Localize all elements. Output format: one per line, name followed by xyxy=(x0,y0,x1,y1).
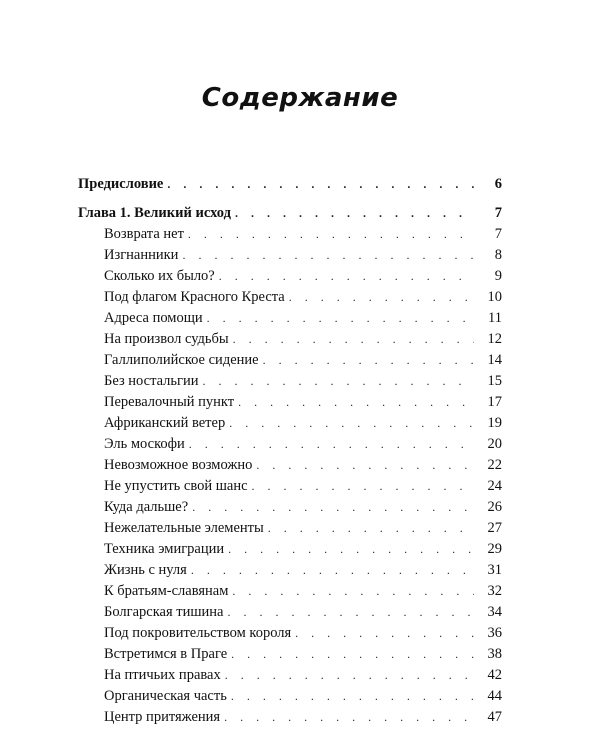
toc-entry-page: 42 xyxy=(487,667,502,683)
toc-entry[interactable] xyxy=(78,644,502,665)
toc-entry-page: 24 xyxy=(487,478,502,494)
toc-dot-leader xyxy=(225,665,474,686)
toc-entry-label: Под покровительством короля xyxy=(104,625,292,641)
toc-entry-label: Жизнь с нуля xyxy=(104,562,187,578)
toc-entry[interactable] xyxy=(78,560,502,581)
toc-dot-leader xyxy=(182,245,474,266)
toc-entry-label: Техника эмиграции xyxy=(104,541,225,557)
toc-entry-label: Невозможное возможно xyxy=(104,457,253,473)
toc-entry-page: 10 xyxy=(487,289,502,305)
toc-dot-leader xyxy=(207,308,474,329)
toc-entry-label: Эль москофи xyxy=(104,436,185,452)
toc-entry[interactable] xyxy=(78,476,502,497)
toc-entry-page: 8 xyxy=(494,247,502,263)
toc-entry-label: Африканский ветер xyxy=(104,415,226,431)
toc-entry-page: 9 xyxy=(494,268,502,284)
toc-dot-leader xyxy=(229,413,474,434)
toc-dot-leader xyxy=(263,350,474,371)
toc-dot-leader xyxy=(256,455,474,476)
toc-entry[interactable] xyxy=(78,329,502,350)
toc-dot-leader xyxy=(219,266,474,287)
toc-entry[interactable] xyxy=(78,707,502,728)
toc-entry[interactable] xyxy=(78,665,502,686)
toc-entry-label: Без ностальгии xyxy=(104,373,199,389)
toc-dot-leader xyxy=(233,329,474,350)
toc-entry-page: 22 xyxy=(487,457,502,473)
toc-entry-page: 36 xyxy=(487,625,502,641)
toc-entry-label: Встретимся в Праге xyxy=(104,646,228,662)
toc-entry[interactable] xyxy=(78,455,502,476)
toc-dot-leader xyxy=(189,434,474,455)
toc-dot-leader xyxy=(289,287,474,308)
toc-entry-label: На произвол судьбы xyxy=(104,331,229,347)
toc-entry-label: Не упустить свой шанс xyxy=(104,478,248,494)
toc-entry-label: Предисловие xyxy=(78,176,164,192)
toc-entry-page: 26 xyxy=(487,499,502,515)
toc-entry-label: Глава 1. Великий исход xyxy=(78,205,231,221)
toc-entry-page: 14 xyxy=(487,352,502,368)
toc-entry-label: К братьям-славянам xyxy=(104,583,229,599)
toc-dot-leader xyxy=(224,707,474,728)
toc-entry-label: Галлиполийское сидение xyxy=(104,352,259,368)
toc-entry-page: 7 xyxy=(494,205,502,221)
toc-dot-leader xyxy=(231,686,474,707)
toc-entry-label: Адреса помощи xyxy=(104,310,203,326)
toc-entry[interactable] xyxy=(78,371,502,392)
page-title: Содержание xyxy=(201,83,399,114)
toc-dot-leader xyxy=(167,174,474,195)
toc-dot-leader xyxy=(232,581,474,602)
toc-dot-leader xyxy=(188,224,474,245)
toc-entry-label: Изгнанники xyxy=(104,247,179,263)
toc-entry[interactable] xyxy=(78,224,502,245)
toc-entry-page: 11 xyxy=(488,310,502,326)
toc-entry[interactable] xyxy=(78,602,502,623)
toc-entry-label: Возврата нет xyxy=(104,226,184,242)
toc-entry[interactable] xyxy=(78,518,502,539)
toc-entry-page: 32 xyxy=(487,583,502,599)
toc-entry[interactable] xyxy=(78,539,502,560)
toc-entry[interactable] xyxy=(78,581,502,602)
toc-dot-leader xyxy=(295,623,474,644)
toc-entry[interactable] xyxy=(78,203,502,224)
toc-entry-page: 12 xyxy=(487,331,502,347)
toc-entry-label: Нежелательные элементы xyxy=(104,520,264,536)
toc-entry-page: 17 xyxy=(487,394,502,410)
toc-dot-leader xyxy=(238,392,474,413)
toc-entry-page: 7 xyxy=(494,226,502,242)
toc-entry[interactable] xyxy=(78,686,502,707)
toc-entry[interactable] xyxy=(78,308,502,329)
toc-entry-page: 34 xyxy=(487,604,502,620)
toc-entry-label: Органическая часть xyxy=(104,688,227,704)
toc-entry[interactable] xyxy=(78,174,502,195)
toc-entry-page: 19 xyxy=(487,415,502,431)
toc-dot-leader xyxy=(228,539,474,560)
toc-entry[interactable] xyxy=(78,623,502,644)
toc-entry-page: 20 xyxy=(487,436,502,452)
toc-entry-label: Куда дальше? xyxy=(104,499,189,515)
toc-entry[interactable] xyxy=(78,350,502,371)
toc-entry-page: 6 xyxy=(494,176,502,192)
toc-entry-page: 15 xyxy=(487,373,502,389)
toc-dot-leader xyxy=(252,476,474,497)
toc-entry-page: 38 xyxy=(487,646,502,662)
toc-entry-page: 47 xyxy=(487,709,502,725)
toc-entry[interactable] xyxy=(78,392,502,413)
toc-entry-label: Под флагом Красного Креста xyxy=(104,289,285,305)
toc-entry[interactable] xyxy=(78,413,502,434)
toc-entry[interactable] xyxy=(78,266,502,287)
toc-entry-label: Болгарская тишина xyxy=(104,604,224,620)
toc-dot-leader xyxy=(268,518,474,539)
toc-entry-label: Перевалочный пункт xyxy=(104,394,235,410)
toc-entry[interactable] xyxy=(78,245,502,266)
toc-dot-leader xyxy=(203,371,475,392)
toc-dot-leader xyxy=(227,602,474,623)
toc-dot-leader xyxy=(235,203,474,224)
toc-entry-page: 31 xyxy=(487,562,502,578)
toc-entry-page: 29 xyxy=(487,541,502,557)
toc-entry[interactable] xyxy=(78,434,502,455)
toc-entry-page: 27 xyxy=(487,520,502,536)
toc-entry-label: Сколько их было? xyxy=(104,268,215,284)
toc-entry-label: На птичьих правах xyxy=(104,667,221,683)
toc-entry[interactable] xyxy=(78,287,502,308)
toc-dot-leader xyxy=(191,560,474,581)
toc-entry-page: 44 xyxy=(487,688,502,704)
toc-entry[interactable] xyxy=(78,497,502,518)
table-of-contents xyxy=(78,174,502,728)
toc-dot-leader xyxy=(231,644,474,665)
toc-entry-label: Центр притяжения xyxy=(104,709,221,725)
toc-dot-leader xyxy=(192,497,474,518)
